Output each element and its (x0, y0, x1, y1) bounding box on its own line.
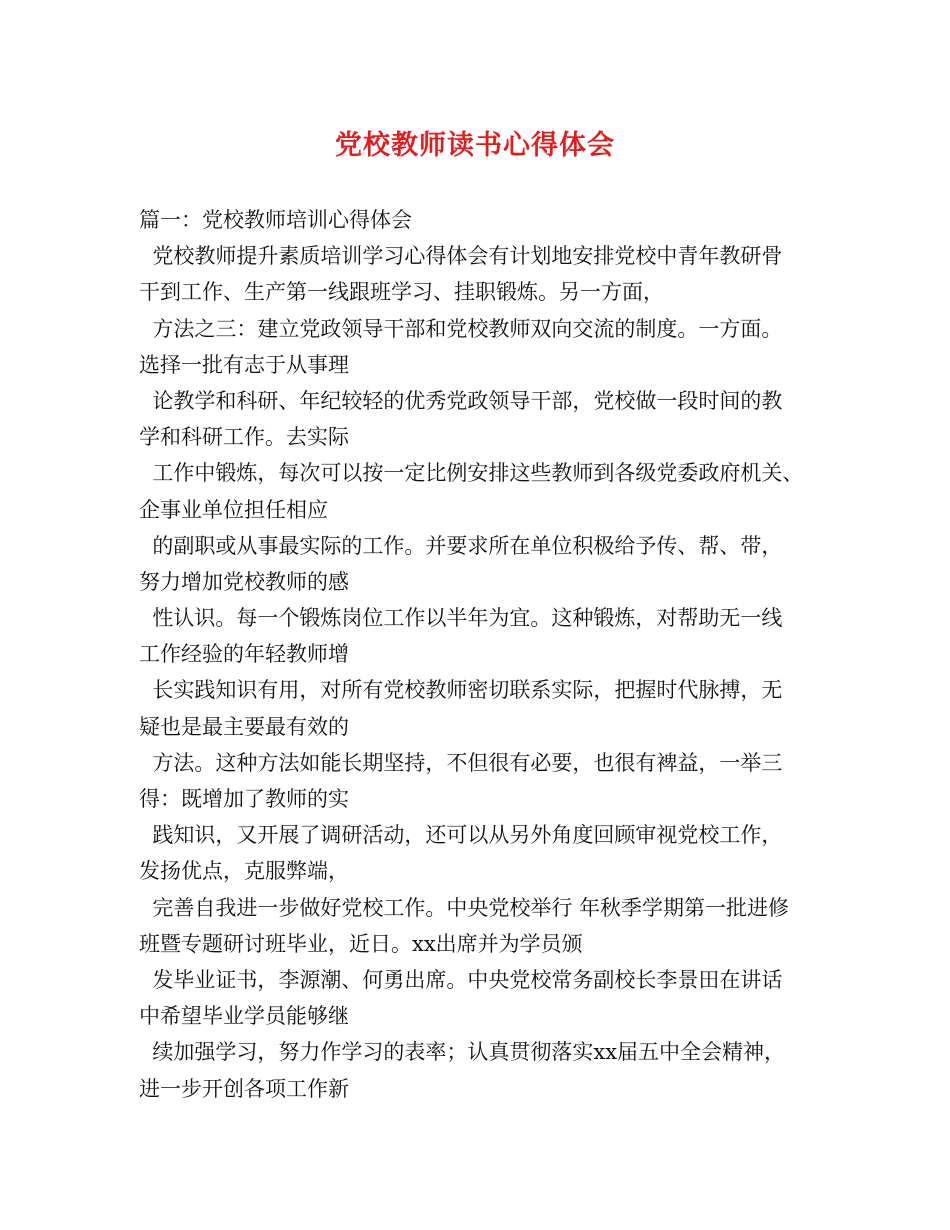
body-line: 干到工作、生产第一线跟班学习、挂职锻炼。另一方面， (139, 280, 664, 305)
body-line: 方法。这种方法如能长期坚持，不但很有必要，也很有裨益，一举三 (139, 750, 783, 775)
body-line: 工作中锻炼，每次可以按一定比例安排这些教师到各级党委政府机关、 (139, 461, 804, 486)
body-line: 长实践知识有用，对所有党校教师密切联系实际，把握时代脉搏，无 (139, 678, 783, 703)
body-line: 学和科研工作。去实际 (139, 425, 349, 450)
body-line: 中希望毕业学员能够继 (139, 1004, 349, 1029)
document-title: 党校教师读书心得体会 (335, 130, 615, 161)
body-line: 性认识。每一个锻炼岗位工作以半年为宜。这种锻炼，对帮助无一线 (139, 606, 783, 631)
body-line: 篇一：党校教师培训心得体会 (139, 208, 412, 232)
body-line: 班暨专题研讨班毕业，近日。xx出席并为学员颁 (139, 931, 583, 956)
body-line: 发毕业证书，李源潮、何勇出席。中央党校常务副校长李景田在讲话 (139, 967, 783, 992)
body-line: 方法之三：建立党政领导干部和党校教师双向交流的制度。一方面。 (139, 316, 783, 341)
body-line: 践知识，又开展了调研活动，还可以从另外角度回顾审视党校工作， (139, 823, 783, 848)
body-line: 疑也是最主要最有效的 (139, 714, 349, 739)
body-line: 的副职或从事最实际的工作。并要求所在单位积极给予传、帮、带， (139, 533, 783, 558)
body-line: 得：既增加了教师的实 (139, 787, 349, 811)
body-line: 工作经验的年轻教师增 (139, 642, 349, 667)
body-line: 续加强学习，努力作学习的表率；认真贯彻落实xx届五中全会精神， (139, 1040, 786, 1065)
body-line: 努力增加党校教师的感 (139, 569, 349, 594)
document-body (139, 202, 839, 1107)
body-line: 企事业单位担任相应 (139, 497, 328, 522)
body-line: 论教学和科研、年纪较轻的优秀党政领导干部，党校做一段时间的教 (139, 388, 783, 413)
body-line: 发扬优点，克服弊端， (139, 859, 349, 884)
body-line: 进一步开创各项工作新 (139, 1076, 349, 1101)
body-line: 党校教师提升素质培训学习心得体会有计划地安排党校中青年教研骨 (139, 244, 783, 269)
body-line: 选择一批有志于从事理 (139, 352, 349, 377)
body-line: 完善自我进一步做好党校工作。中央党校举行 年秋季学期第一批进修 (139, 895, 790, 920)
